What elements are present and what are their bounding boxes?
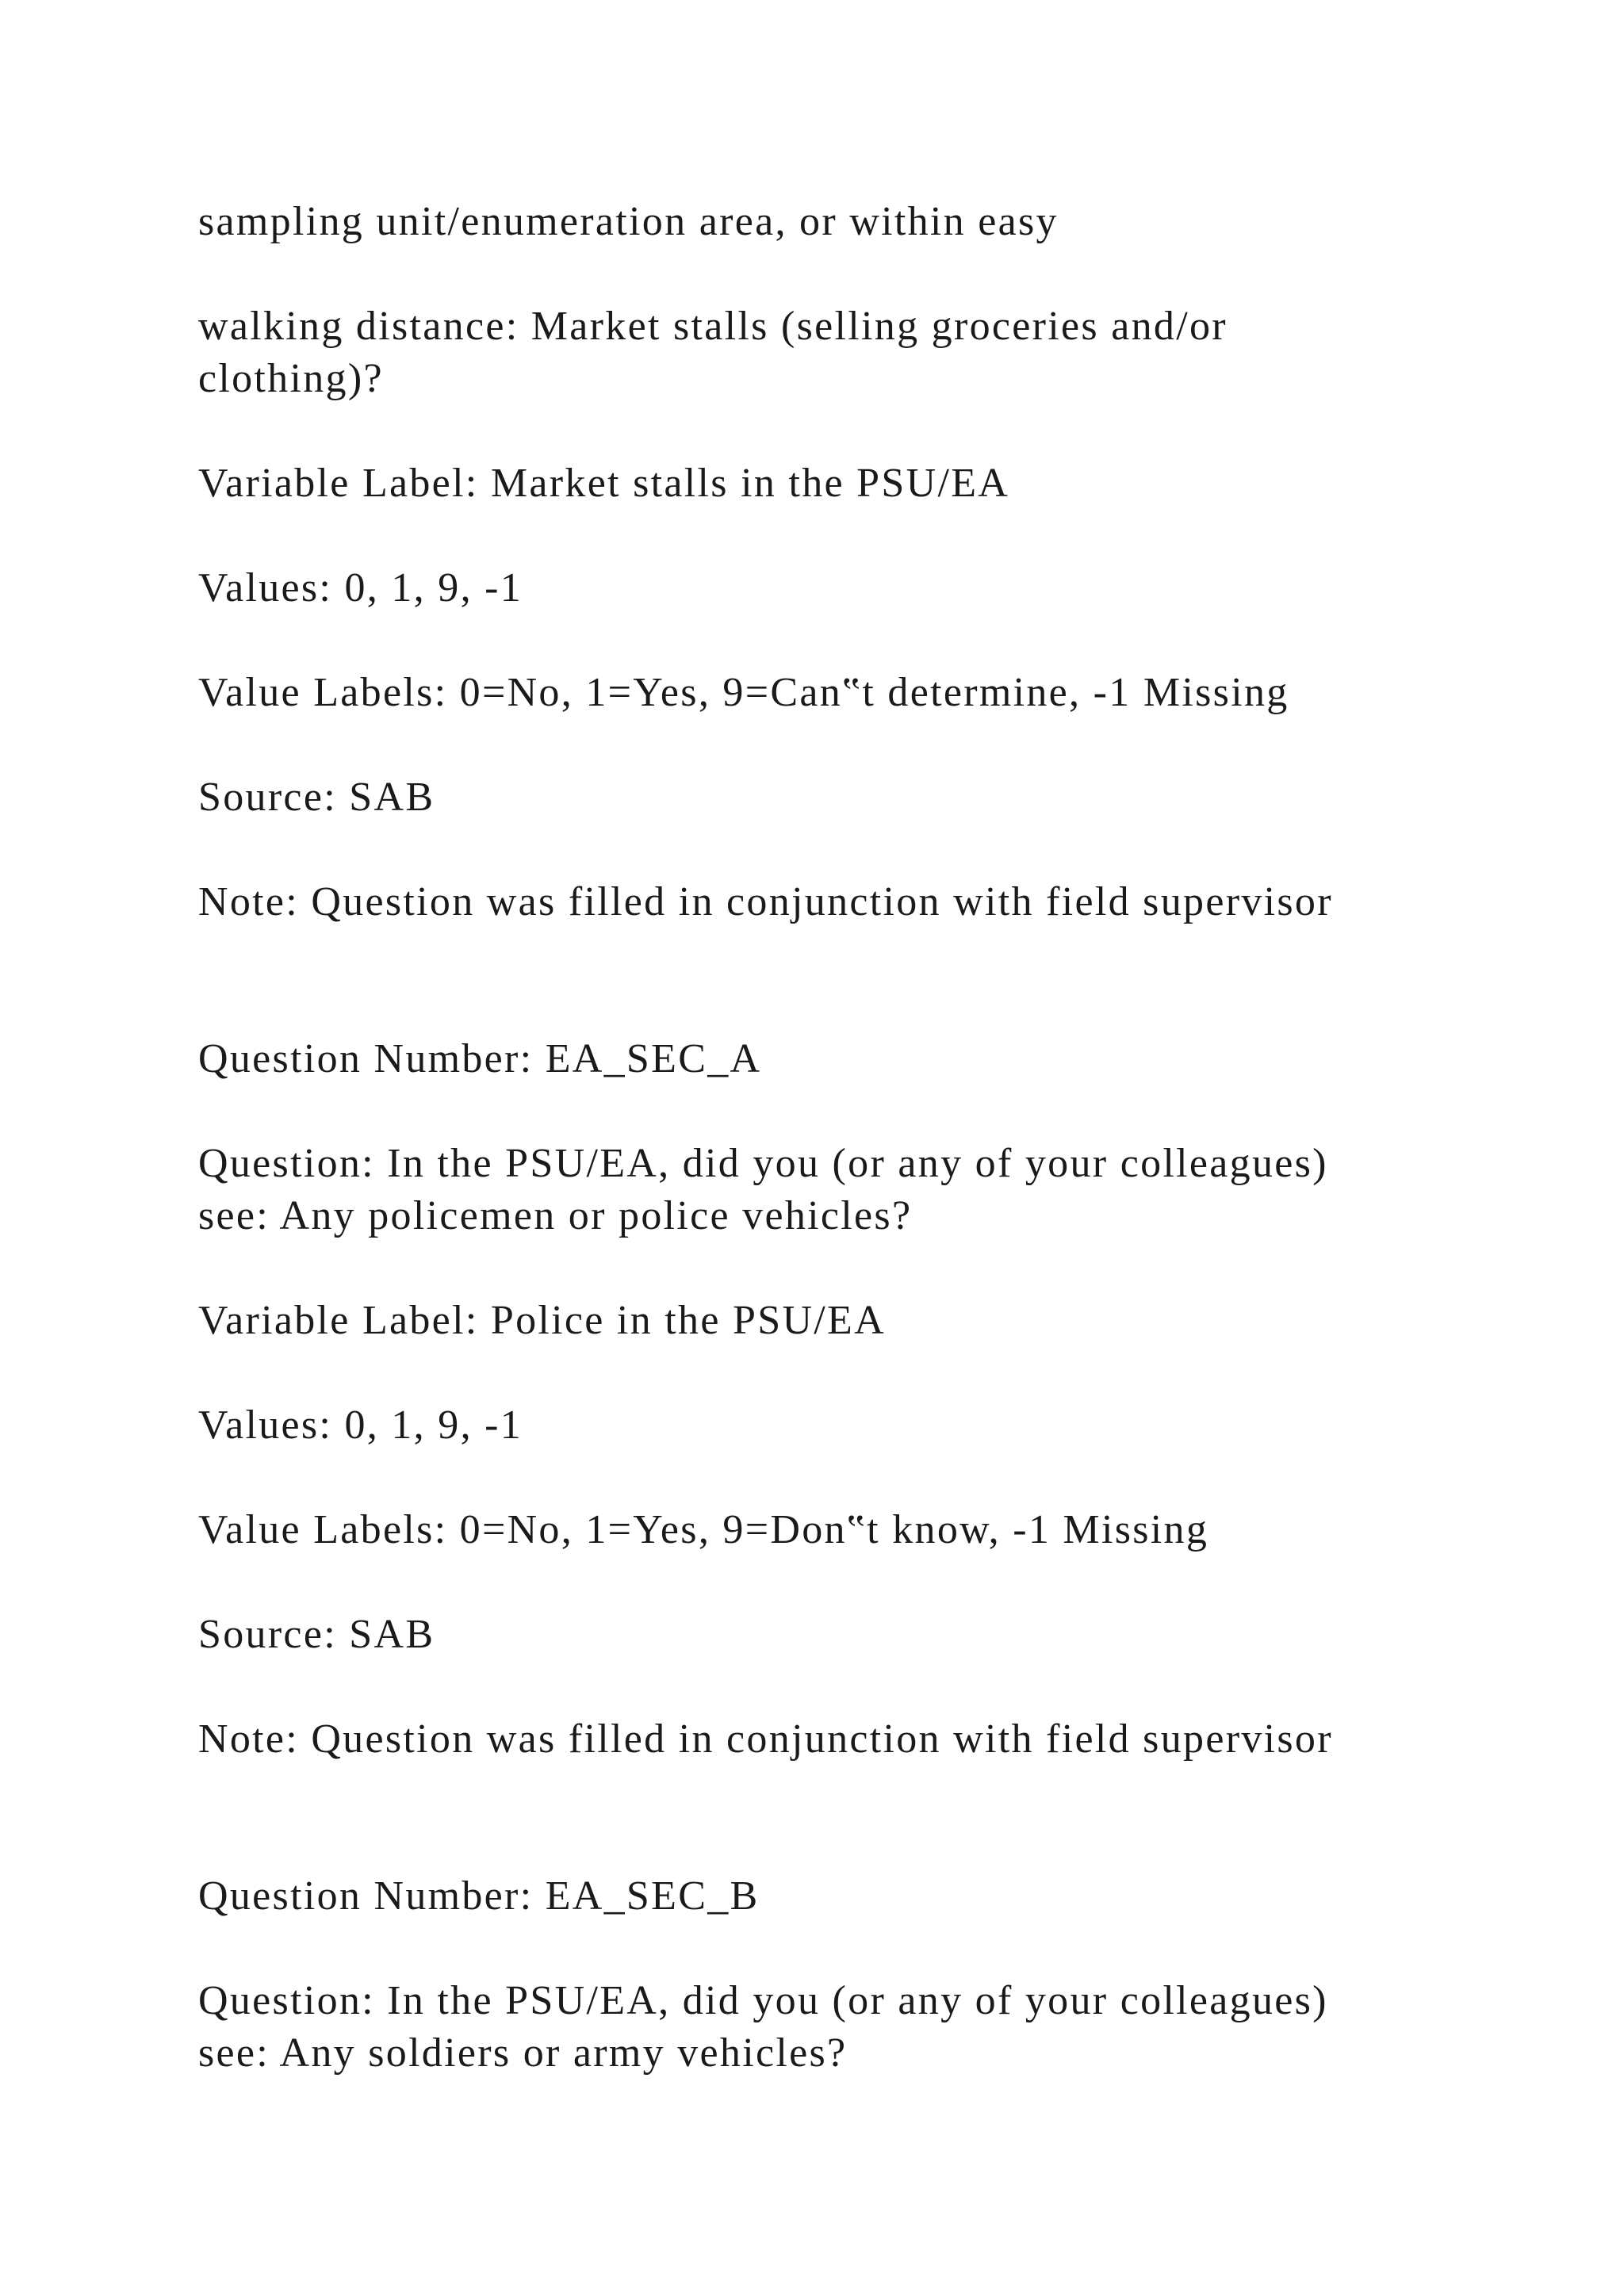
value-labels: Value Labels: 0=No, 1=Yes, 9=Don‟t know, -1 Missing [198,1507,1209,1552]
note: Note: Question was filled in conjunction with field supervisor [198,1716,1333,1762]
note: Note: Question was filled in conjunction with field supervisor [198,879,1333,924]
question-text-line: clothing)? [198,356,384,401]
variable-label: Variable Label: Market stalls in the PSU/EA [198,461,1010,506]
question-text-line: see: Any soldiers or army vehicles? [198,2030,848,2076]
values: Values: 0, 1, 9, -1 [198,565,523,610]
question-text-line: see: Any policemen or police vehicles? [198,1193,913,1238]
question-text-line: walking distance: Market stalls (selling groceries and/or [198,304,1228,349]
question-text-line: Question: In the PSU/EA, did you (or any of your colleagues) [198,1978,1328,2023]
variable-label: Variable Label: Police in the PSU/EA [198,1298,886,1343]
values: Values: 0, 1, 9, -1 [198,1402,523,1448]
question-text-line: Question: In the PSU/EA, did you (or any of your colleagues) [198,1141,1328,1186]
question-text-line: sampling unit/enumeration area, or within easy [198,199,1059,244]
question-number: Question Number: EA_SEC_A [198,1036,762,1081]
question-number: Question Number: EA_SEC_B [198,1873,760,1919]
value-labels: Value Labels: 0=No, 1=Yes, 9=Can‟t determine, -1 Missing [198,670,1289,715]
source: Source: SAB [198,1612,435,1657]
source: Source: SAB [198,775,435,820]
